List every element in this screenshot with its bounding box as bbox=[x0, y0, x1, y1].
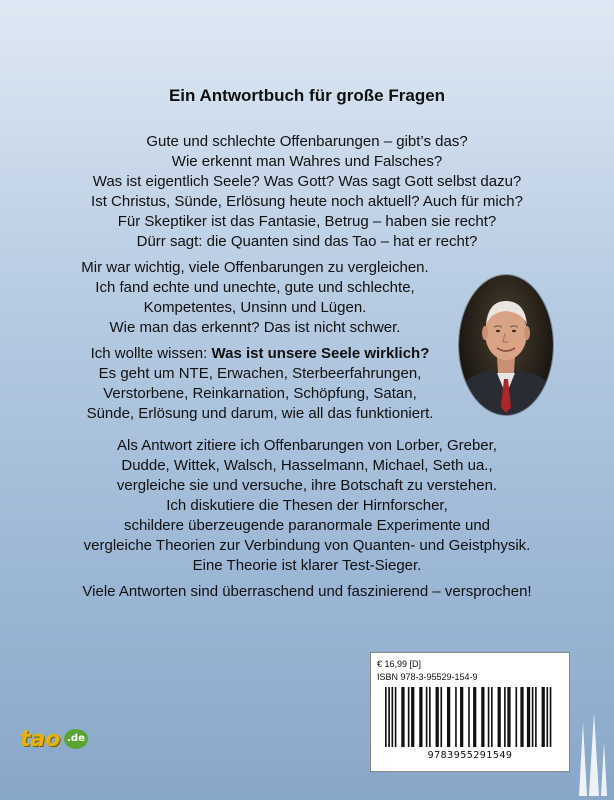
barcode-bar bbox=[488, 687, 490, 747]
barcode-icon bbox=[383, 687, 555, 747]
paragraph-comparison bbox=[60, 258, 450, 338]
price-barcode-box bbox=[370, 652, 570, 772]
closing-line bbox=[0, 582, 614, 602]
question-line: Was ist eigentlich Seele? Was Gott? Was sagt Gott selbst dazu? bbox=[92, 173, 522, 190]
lead-bold-text: Was ist unsere Seele wirklich? bbox=[211, 345, 430, 362]
logo-name: tao bbox=[20, 727, 61, 752]
text-line: vergleiche sie und versuche, ihre Botschaft zu verstehen. bbox=[116, 477, 498, 494]
text-line: Als Antwort zitiere ich Offenbarungen von Lorber, Greber, bbox=[117, 437, 497, 454]
barcode-bar bbox=[401, 687, 404, 747]
text-line: Ich fand echte und unechte, gute und schlechte, bbox=[95, 279, 415, 296]
barcode-bar bbox=[498, 687, 501, 747]
question-line: Ist Christus, Sünde, Erlösung heute noch aktuell? Auch für mich? bbox=[91, 193, 523, 210]
publisher-mark-icon bbox=[575, 712, 609, 796]
isbn-label: ISBN 978-3-95529-154-9 bbox=[377, 672, 478, 682]
barcode-bar bbox=[507, 687, 510, 747]
lead-text: Ich wollte wissen: bbox=[90, 345, 212, 362]
barcode-bar bbox=[515, 687, 517, 747]
barcode-bar bbox=[426, 687, 428, 747]
question-line: Für Skeptiker ist das Fantasie, Betrug – haben sie recht? bbox=[117, 213, 497, 230]
lead-line bbox=[60, 344, 460, 364]
barcode-bar bbox=[440, 687, 442, 747]
logo bbox=[20, 727, 98, 765]
text-line: Verstorbene, Reinkarnation, Schöpfung, Satan, bbox=[103, 385, 417, 402]
text-line: Kompetentes, Unsinn und Lügen. bbox=[143, 299, 367, 316]
author-portrait bbox=[459, 275, 553, 415]
text-line: vergleiche Theorien zur Verbindung von Quanten- und Geistphysik. bbox=[83, 537, 531, 554]
barcode-bar bbox=[473, 687, 476, 747]
text-line: Dudde, Wittek, Walsch, Hasselmann, Michael, Seth ua., bbox=[121, 457, 493, 474]
barcode-bar bbox=[527, 687, 530, 747]
logo-suffix: .de bbox=[64, 729, 88, 749]
heading: Ein Antwortbuch für große Fragen bbox=[168, 86, 446, 105]
barcode-bar bbox=[419, 687, 422, 747]
barcode-bar bbox=[447, 687, 450, 747]
text-line: schildere überzeugende paranormale Experimente und bbox=[123, 517, 491, 534]
barcode-bar bbox=[535, 687, 537, 747]
question-line: Wie erkennt man Wahres und Falsches? bbox=[171, 153, 443, 170]
text-line: Eine Theorie ist klarer Test-Sieger. bbox=[192, 557, 422, 574]
barcode-bar bbox=[408, 687, 410, 747]
barcode-bar bbox=[385, 687, 387, 747]
paragraph-answers bbox=[40, 436, 574, 576]
barcode-bar bbox=[520, 687, 523, 747]
text-line: Wie man das erkennt? Das ist nicht schwer. bbox=[109, 319, 401, 336]
barcode-bar bbox=[546, 687, 548, 747]
barcode-bar bbox=[481, 687, 484, 747]
price-label: € 16,99 [D] bbox=[377, 659, 422, 669]
barcode-bar bbox=[436, 687, 439, 747]
questions-block bbox=[0, 132, 614, 252]
portrait-image bbox=[459, 275, 553, 415]
barcode-bar bbox=[550, 687, 552, 747]
barcode-bar bbox=[392, 687, 394, 747]
barcode-bar bbox=[491, 687, 493, 747]
text-line: Es geht um NTE, Erwachen, Sterbeerfahrungen, bbox=[98, 365, 422, 382]
barcode-bar bbox=[455, 687, 457, 747]
barcode-bar bbox=[504, 687, 506, 747]
paragraph-soul bbox=[60, 344, 460, 424]
barcode-bar bbox=[429, 687, 431, 747]
closing-text: Viele Antworten sind überraschend und faszinierend – versprochen! bbox=[82, 583, 532, 600]
barcode-number: 9783955291549 bbox=[427, 750, 513, 761]
barcode-bar bbox=[532, 687, 534, 747]
barcode-bar bbox=[542, 687, 545, 747]
text-line: Sünde, Erlösung und darum, wie all das funktioniert. bbox=[86, 405, 434, 422]
barcode-bar bbox=[411, 687, 414, 747]
barcode-bar bbox=[388, 687, 390, 747]
barcode-bar bbox=[395, 687, 397, 747]
barcode-bar bbox=[468, 687, 470, 747]
text-line: Ich diskutiere die Thesen der Hirnforscher, bbox=[166, 497, 448, 514]
question-line: Gute und schlechte Offenbarungen – gibt’s das? bbox=[146, 133, 468, 150]
text-line: Mir war wichtig, viele Offenbarungen zu vergleichen. bbox=[81, 259, 429, 276]
barcode-bar bbox=[460, 687, 463, 747]
question-line: Dürr sagt: die Quanten sind das Tao – hat er recht? bbox=[136, 233, 478, 250]
